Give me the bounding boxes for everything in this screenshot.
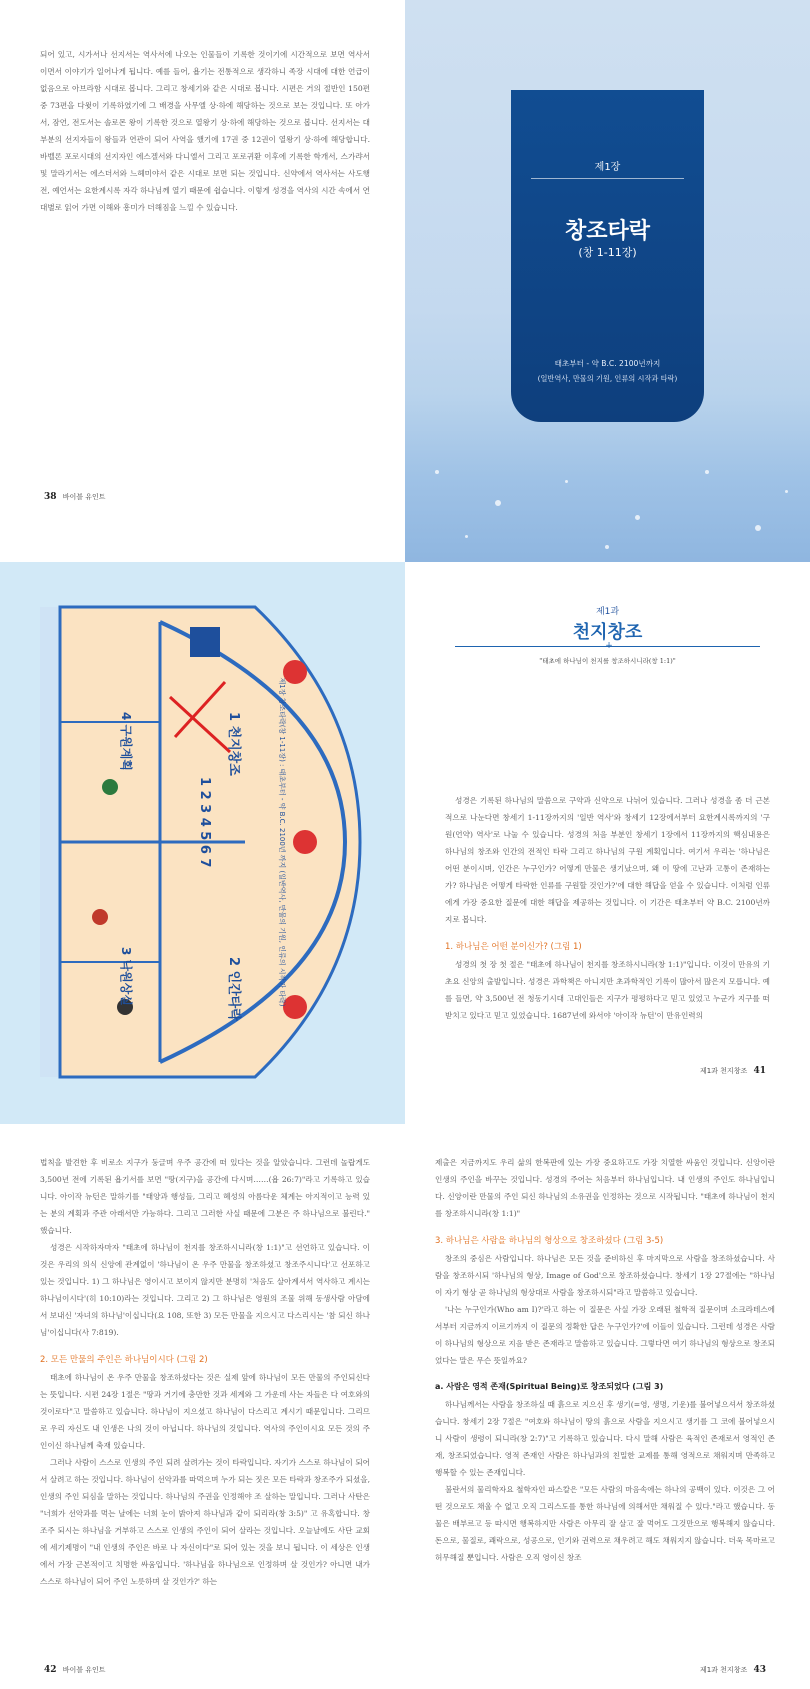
subsection-heading: a. 사람은 영적 존재(Spiritual Being)로 창조되었다 (그림 3) xyxy=(435,1382,664,1391)
sparkle xyxy=(435,470,439,474)
chapter-topics: (일반역사, 만물의 기원, 인류의 시작과 타락) xyxy=(537,374,678,383)
page-number: 41 xyxy=(753,1066,766,1076)
chapter-period: 태초부터 - 약 B.C. 2100년까지 xyxy=(554,359,661,368)
paragraph: '나는 누구인가(Who am I)?'라고 하는 이 질문은 사실 가장 오래된 철학적 질문이며 소크라테스에서부터 지금까지 이르기까지 이 질문의 정확한 답은 누구인가?'에 이들이 있습니다. 그런데 성경은 사람이 하나님의 형상으로 지음 받은 존재라고 말씀하고 있습니다. 그렇다면 여기 하나님의 형상으로 창조되었다는 말은 무슨 뜻일까요? xyxy=(435,1305,775,1365)
lesson-label: 제1과 xyxy=(595,607,620,617)
page-40-diagram xyxy=(0,562,405,1124)
page-41 xyxy=(405,562,810,1124)
folio-text: 제1과 천지창조 xyxy=(699,1067,748,1075)
page-38-paragraph: 되어 있고, 시가서나 선지서는 역사서에 나오는 인물들이 기록한 것이기에 시간적으로 보면 역사서 이면서 이야기가 일어나게 됩니다. 예를 들어, 욥기는 전통적으로 생각하니 족장 시대에 대한 언급이 없음으로 아브라함 시대로 봅니다. 그리고 창세기와 같은 시대로 봅니다. 시편은 거의 절반인 150편 중 73편을 다윗이 기록하였기에 그 배경을 사무엘 상·하에 해당하는 것으로 보는 것입니다. 또 아가서, 잠언, 전도서는 솔로몬 왕이 기록한 것으로 열왕기 상·하에 해당하는 것으로 봅니다. 선지서는 대부분의 선지자들이 왕들과 연관이 되어 사역을 했기에 17권 중 12권이 열왕기 상·하에 해당합니다. 바벨론 포로시대의 선지자인 에스겔서와 다니엘서 그리고 포로귀환 이후에 기록한 학개서, 스가랴서 및 말라기서는 에스더서와 느헤미야서 같은 시대로 보면 되는 것입니다. 신약에서 역사서는 사도행전, 예언서는 요한계시록 자각 하나님께 열기 때문에 쉽습니다. 이렇게 성경을 역사의 시간 속에서 연대별로 읽어 가면 이해와 흥미가 더해짐을 느낄 수 있습니다. xyxy=(40,50,370,212)
section-3-label: 3 낙원상실 xyxy=(119,947,133,1006)
folio-text: 바이블 유인트 xyxy=(62,493,106,501)
figure-icon xyxy=(102,779,118,795)
paragraph: 성경의 첫 장 첫 절은 "태초에 하나님이 천지를 창조하시니라(창 1:1)"입니다. 이것이 만유의 기초요 신앙의 출발입니다. 성경은 과학책은 아니지만 초과학적인 기록이 많아서 많은지 모릅니다. 예를 들면, 약 3,500년 전 청동기시대 고대인들은 지구가 평평하다고 믿고 있었고 누군가 지구를 떠받치고 있다고 믿고 있었습니다. 1687년에 와서야 '아이작 뉴턴'이 만유인력의 xyxy=(445,960,770,1020)
paragraph: 태초에 하나님이 온 우주 만물을 창조하셨다는 것은 실제 앞에 하나님이 모든 만물의 주인되신다는 뜻입니다. 시편 24장 1절은 "땅과 거기에 충만한 것과 세계와 그 가운데 사는 자들은 다 여호와의 것이로다"고 말씀하고 있습니다. 하나님이 지으셨고 하나님이 다스리고 계시기 때문입니다. 그리므로 우리 자신도 내 인생은 나의 것이 아닙니다. 하나님의 것입니다. 역사의 주인이시요 모든 것의 주인이신 하나님께 축재 있습니다. xyxy=(40,1373,370,1450)
sparkle xyxy=(705,470,709,474)
page-39-chapter-opener xyxy=(405,0,810,562)
heart-icon xyxy=(293,830,317,854)
page-43 xyxy=(405,1124,810,1689)
sparkle xyxy=(565,480,568,483)
section-heading: 2. 모든 만물의 주인은 하나님이시다 (그림 2) xyxy=(40,1355,208,1365)
emblem-icon xyxy=(190,627,220,657)
page-42 xyxy=(0,1124,405,1689)
folio-38 xyxy=(40,492,106,502)
sparkle xyxy=(465,535,468,538)
side-label-bar xyxy=(40,607,58,1077)
chapter-label: 제1장 xyxy=(594,162,621,173)
page-number: 42 xyxy=(44,1665,57,1675)
folio-41 xyxy=(700,1066,770,1076)
sparkle xyxy=(785,490,788,493)
paragraph: 성경은 기록된 하나님의 말씀으로 구약과 신약으로 나뉘어 있습니다. 그러나 성경을 좀 더 근본적으로 나눈다면 창세기 1-11장까지의 '일반 역사'와 창세기 12장에서부터 요한계시록까지의 '구원(언약) 역사'로 나눌 수 있습니다. 성경의 처음 부분인 창세기 1장에서 11장까지의 핵심내용은 하나님의 창조와 인간의 전적인 타락 그리고 하나님의 구원 계획입니다. 여기서 우리는 '하나님은 어떤 분이시며, 인간은 누구인가? 어떻게 만물은 생기났으며, 왜 이 땅에 고난과 고통이 존재하는가? 하나님은 어떻게 타락한 인류를 구원할 것인가?'에 대한 해답을 얻을 수 있습니다. 이처럼 인류에게 가장 중요한 질문에 대한 해답을 제공하는 것입니다. 이 기간은 태초부터 약 B.C. 2100년까지로 봅니다. xyxy=(445,796,770,924)
figure-icon xyxy=(92,909,108,925)
sparkle xyxy=(755,525,761,531)
paragraph: 제출은 지금까지도 우리 삶의 한복판에 있는 가장 중요하고도 가장 치열한 싸움인 것입니다. 신앙이란 인생의 주인을 바꾸는 것입니다. 성경의 주어는 처음부터 하나님입니다. 내 인생의 주인도 하나님입니다. 신앙이란 만물의 주인 되신 하나님의 소유권을 인정하는 것으로 시작됩니다. "태초에 하나님이 천지를 창조하시니라(창 1:1)" xyxy=(435,1158,775,1218)
page-43-body xyxy=(435,1154,775,1566)
page-38 xyxy=(0,0,405,562)
page-number: 43 xyxy=(753,1665,766,1675)
section-1-label: 1 천지창조 xyxy=(226,712,241,776)
paragraph: 창조의 중심은 사람입니다. 하나님은 모든 것을 준비하신 후 마지막으로 사람을 창조하셨습니다. 사람을 창조하시되 '하나님의 형상, Image of God'으로 창조하셨습니다. 창세기 1장 27절에는 "하나님이 자기 형상 곧 하나님의 형상대로 사람을 창조하시되"라고 말씀하고 있습니다. xyxy=(435,1254,775,1297)
page-42-body xyxy=(40,1154,370,1590)
chapter-divider xyxy=(531,178,684,179)
section-heading: 1. 하나님은 어떤 분이신가? (그림 1) xyxy=(445,942,582,952)
title-rule-marker: + xyxy=(605,641,613,651)
folio-text: 바이블 유인트 xyxy=(62,1666,106,1674)
sparkle xyxy=(605,545,609,549)
lesson-title: 천지창조 xyxy=(572,622,643,643)
epigraph: "태초에 하나님이 천지를 창조하시니라(창 1:1)" xyxy=(539,657,676,665)
section-4-label: 4 구원계획 xyxy=(119,712,133,771)
folio-43 xyxy=(700,1665,770,1675)
chapter-title: 창조타락 xyxy=(564,219,650,244)
section-heading: 3. 하나님은 사람을 하나님의 형상으로 창조하셨다 (그림 3-5) xyxy=(435,1236,664,1246)
folio-42 xyxy=(40,1665,106,1675)
sparkle xyxy=(495,500,501,506)
paragraph: 불란서의 물리학자요 철학자인 파스칼은 "모든 사람의 마음속에는 하나의 공백이 있다. 이것은 그 어떤 것으로도 채울 수 없고 오직 그리스도를 통한 하나님에 의해서만 채워질 수 있다."라고 했습니다. 동물은 배부르고 등 따시면 행복하지만 사람은 아무리 잘 살고 잘 먹어도 그것만으로 행복해지 않습니다. 돈으로, 물질로, 쾌락으로, 성공으로, 인기와 권력으로 채우려고 해도 채워지지 않습니다. 더욱 목마르고 허무해질 뿐입니다. 사람은 오직 영이신 창조 xyxy=(435,1485,775,1562)
paragraph: 법칙을 발견한 후 비로소 지구가 둥글며 우주 공간에 떠 있다는 것을 알았습니다. 그런데 놀랍게도 3,500년 전에 기록된 욥기서를 보면 "땅(지구)을 공간에 다시며……(욥 26:7)"라고 기록하고 있습니다. 아이작 뉴턴은 말하기를 "태양과 행성들, 그리고 혜성의 아름다운 체계는 아지적이고 능력 있는 분의 계획과 주관 아래서만 가능하다. 그리고 그러한 사실 때문에 그분은 주 하나님으로 불린다." 했습니다. xyxy=(40,1158,370,1235)
paragraph: 성경은 시작하자마자 "태초에 하나님이 천지를 창조하시니라(창 1:1)"고 선언하고 있습니다. 이것은 우리의 의식 신앙에 관계없이 '하나님이 온 우주 만물을 창조하셨고 창조주시니다'고 선포하고 있는 것입니다. 1) 그 하나님은 영이시고 보이지 않지만 분명히 '처음도 살아계셔서 역사하고 계시는 하나님이시다'(히 10:10)라는 것입니다. 그리고 2) 그 하나님은 영원의 조물 위해 동생사람 아담에서 보내신 '자녀의 하나님'이십니다(요 108, 또한 3) 모든 만물을 지으시고 다스리시는 '참 되신 하나님'이십니다(사 7:819). xyxy=(40,1243,370,1337)
sparkle xyxy=(635,515,640,520)
section-numbers: 1 2 3 4 5 6 7 xyxy=(197,777,212,868)
chapter-card xyxy=(511,90,704,422)
chapter-subtitle: (창 1-11장) xyxy=(578,246,637,259)
section-2-label: 2 인간타락 xyxy=(226,957,241,1021)
page-41-body xyxy=(445,792,770,1024)
paragraph: 그러나 사람이 스스로 인생의 주인 되려 살려가는 것이 타락입니다. 자기가 스스로 하나님이 되어서 살려고 하는 것입니다. 하나님이 선악과를 따먹으며 누가 되는 짓은 모든 타락과 창조주가 되셨을, 인생의 주인 되심을 말하는 것입니다. 하나님의 주권을 인정해야 조 살하는 말입니다. 그러나 사탄은 "너희가 선악과를 먹는 날에는 너희 눈이 밝아져 하나님과 같이 되리라(창 3:5)" 고 유혹합니다. 창조주 되시는 하나님을 거부하고 스스로 인생의 주인이 되어 살라는 것입니다. 오늘날에도 사단 교회에 세기제명이 "내 인생의 주인은 바로 나 자신이다"로 되어 있는 것을 보니 됩니다. 이 세상은 인생에서 가장 근본적이고 치명한 싸움입니다. '하나님을 하나님으로 인정하며 살 것인가? 아니면 내가 스스로 하나님이 되어 주인 노릇하며 살 것인가?' 하는 xyxy=(40,1458,370,1586)
page-number: 38 xyxy=(44,492,57,502)
paragraph: 하나님께서는 사람을 창조하실 때 흙으로 지으신 후 생기(=영, 생명, 기운)를 불어넣으셔서 창조하셨습니다. 창세기 2장 7절은 "여호와 하나님이 땅의 흙으로 사람을 지으시고 생기를 그 코에 불어넣으시니 사람이 생령이 되니라(창 2:7)"고 기록하고 있습니다. 다시 말해 사람은 육적인 존재로서 영적인 존재, 창조되었습니다. 영적 존재인 사람은 하나님과의 친밀한 교제를 통해 영적으로 채워지며 만족하고 행복할 수 있는 존재입니다. xyxy=(435,1400,775,1477)
folio-text: 제1과 천지창조 xyxy=(699,1666,748,1674)
diagram-banner: 제1장 창조타락(창 1-11장) : 태초부터 - 약 B.C. 2100년 까지 (일반역사, 만물의 기원, 인류의 시작과 타락) xyxy=(278,677,286,1007)
